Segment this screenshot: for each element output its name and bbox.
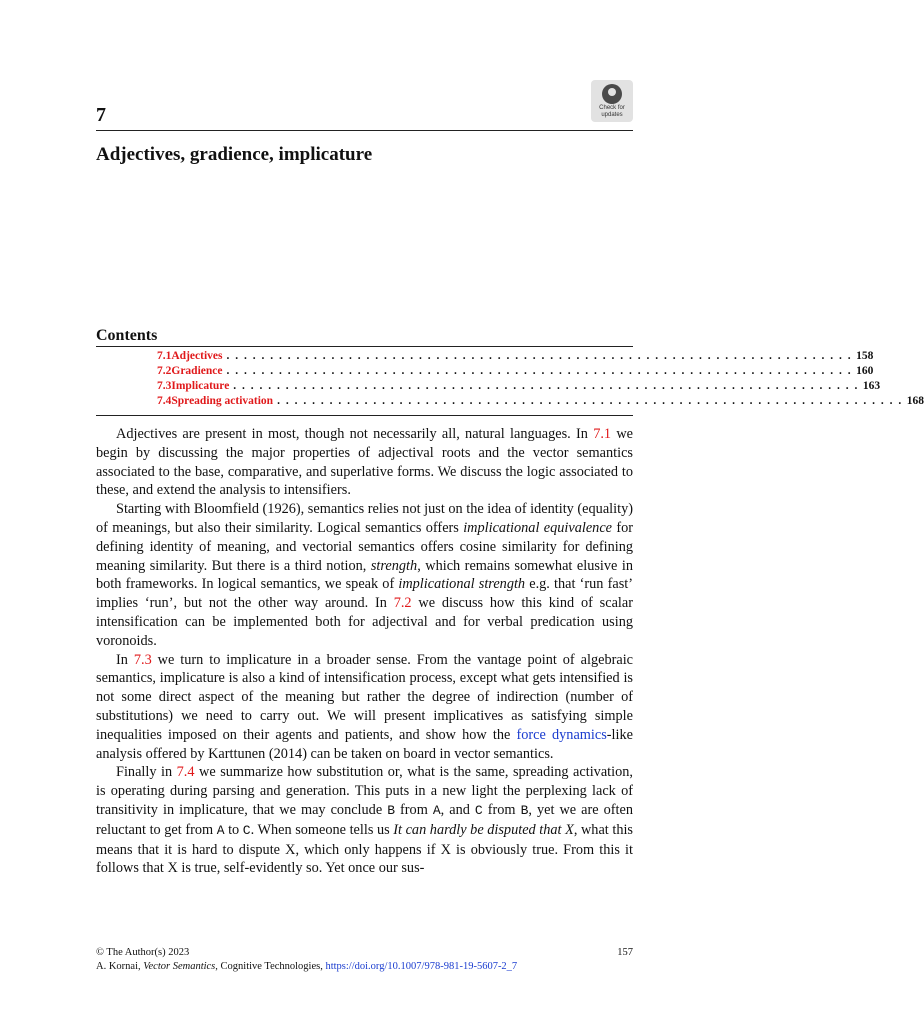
text-run: e.g. that ‘run fast’ implies ‘run’, but not the other way around. In: [96, 576, 633, 612]
force-dynamics-link[interactable]: force dynamics: [516, 726, 607, 743]
emphasis: It can hardly be disputed that X: [393, 821, 574, 838]
text-run: for defining identity of meaning, and vectorial semantics offers cosine similarity for defining meaning similarity. But there is a third notion,: [96, 519, 634, 574]
symbol: A: [432, 802, 441, 818]
emphasis: implicational equivalence: [463, 519, 613, 536]
check-for-updates-icon: [602, 84, 622, 104]
toc-entry-title[interactable]: Adjectives: [171, 350, 223, 362]
contents-heading: Contents: [96, 327, 158, 344]
text-run: -like analysis offered by Karttunen (2014) can be taken on board in vector semantics.: [96, 726, 633, 762]
toc-entry-adjectives[interactable]: [157, 349, 874, 364]
toc-entry-title[interactable]: Gradience: [171, 365, 223, 377]
emphasis: implicational strength: [398, 576, 526, 593]
text-run: Adjectives are present in most, though not necessarily all, natural languages. In: [116, 426, 594, 442]
toc-entry-implicature[interactable]: [157, 379, 881, 394]
series: , Cognitive Technologies,: [215, 961, 326, 972]
section-ref-7-4[interactable]: 7.4: [176, 764, 195, 781]
text-run: from: [395, 801, 433, 818]
symbol: B: [387, 802, 396, 818]
paragraph-2: [96, 500, 633, 650]
section-ref-7-2[interactable]: 7.2: [393, 595, 412, 612]
text-run: to: [224, 821, 243, 838]
copyright: © The Author(s) 2023: [96, 947, 190, 958]
toc-dot-leader: . . . . . . . . . . . . . . . . . . . . . . . . . . . . . . . . . . . . . . . . . . . . . . . . . . . . . . . . . . . . . . . . . . . . . . . .: [226, 365, 853, 377]
paragraph-4: [96, 763, 633, 878]
symbol: A: [216, 822, 225, 838]
table-of-contents: [157, 349, 924, 409]
symbol: C: [242, 822, 251, 838]
section-ref-7-3[interactable]: 7.3: [133, 651, 152, 668]
check-for-updates-badge[interactable]: [591, 80, 633, 122]
contents-top-rule: [96, 346, 633, 347]
page-number: 157: [617, 947, 633, 958]
toc-entry-number: 7.4: [157, 395, 172, 407]
toc-entry-spreading-activation[interactable]: [157, 394, 924, 409]
text-run: we discuss how this kind of scalar intensification can be implemented both for adjectival and for verbal predication using voronoids.: [96, 595, 633, 649]
chapter-number: 7: [96, 104, 106, 126]
toc-entry-number: 7.1: [157, 350, 172, 362]
chapter-rule: [96, 130, 633, 131]
badge-line-2: updates: [601, 112, 623, 118]
contents-bottom-rule: [96, 415, 633, 416]
text-run: Starting with Bloomfield (1926), semantics relies not just on the idea of identity (equality) of meanings, but also their similarity. Logical semantics offers: [96, 501, 633, 536]
text-run: , and: [440, 801, 475, 818]
toc-entry-page: 163: [862, 380, 881, 392]
text-run: we begin by discussing the major properties of adjectival roots and the vector semantics associated to the base, comparative, and superlative forms. We discuss the logic associated to these, and extend the analysis to intensifiers.: [96, 426, 633, 499]
toc-entry-title[interactable]: Spreading activation: [171, 395, 274, 407]
toc-entry-number: 7.3: [157, 380, 172, 392]
book-title: Vector Semantics: [143, 961, 216, 972]
text-run: In: [116, 651, 134, 668]
toc-dot-leader: . . . . . . . . . . . . . . . . . . . . . . . . . . . . . . . . . . . . . . . . . . . . . . . . . . . . . . . . . . . . . . . . . . . . . . . .: [226, 350, 853, 362]
toc-entry-gradience[interactable]: [157, 364, 874, 379]
paragraph-3: [96, 651, 633, 764]
symbol: C: [474, 802, 483, 818]
text-run: , which remains somewhat elusive in both frameworks. In logical semantics, we speak of: [96, 557, 634, 593]
badge-line-1: Check for: [599, 105, 625, 111]
toc-entry-page: 160: [856, 365, 874, 377]
toc-dot-leader: . . . . . . . . . . . . . . . . . . . . . . . . . . . . . . . . . . . . . . . . . . . . . . . . . . . . . . . . . . . . . . . . . . . . . . . .: [277, 395, 903, 407]
paragraph-1: [96, 425, 633, 500]
toc-entry-page: 158: [856, 350, 874, 362]
text-run: , yet we are often reluctant to get from: [96, 801, 633, 838]
page-footer: [96, 946, 633, 974]
toc-dot-leader: . . . . . . . . . . . . . . . . . . . . . . . . . . . . . . . . . . . . . . . . . . . . . . . . . . . . . . . . . . . . . . . . . . . . . . . .: [233, 380, 859, 392]
text-run: Finally in: [116, 764, 177, 781]
section-ref-7-1[interactable]: 7.1: [593, 426, 612, 442]
toc-entry-page: 168: [906, 395, 924, 407]
body-text: [96, 425, 633, 878]
symbol: B: [520, 802, 529, 818]
text-run: we turn to implicature in a broader sense. From the vantage point of algebraic semantics, implicature is also a kind of intensification process, except what gets intensified is not some direct aspect of the meaning but rather the degree of indirection (number of substitutions) we need to carry out. We will present implicatives as satisfying simple inequalities imposed on their agents and patients, and show how the: [96, 651, 634, 743]
toc-entry-title[interactable]: Implicature: [171, 380, 230, 392]
emphasis: strength: [370, 557, 418, 574]
doi-link[interactable]: https://doi.org/10.1007/978-981-19-5607-2_7: [325, 961, 518, 972]
text-run: we summarize how substitution or, what is the same, spreading activation, is operating during parsing and generation. This puts in a new light the perplexing lack of transitivity in implicature, that we may conclude: [96, 764, 633, 818]
text-run: from: [482, 801, 521, 818]
text-run: , what this means that it is hard to dispute X, which only happens if X is obviously true. From this it follows that X is true, self-evidently so. Yet once our sus-: [96, 821, 633, 877]
author: A. Kornai,: [96, 961, 144, 972]
chapter-title: Adjectives, gradience, implicature: [96, 144, 373, 165]
text-run: . When someone tells us: [250, 821, 394, 838]
toc-entry-number: 7.2: [157, 365, 172, 377]
citation-line: [96, 960, 633, 974]
